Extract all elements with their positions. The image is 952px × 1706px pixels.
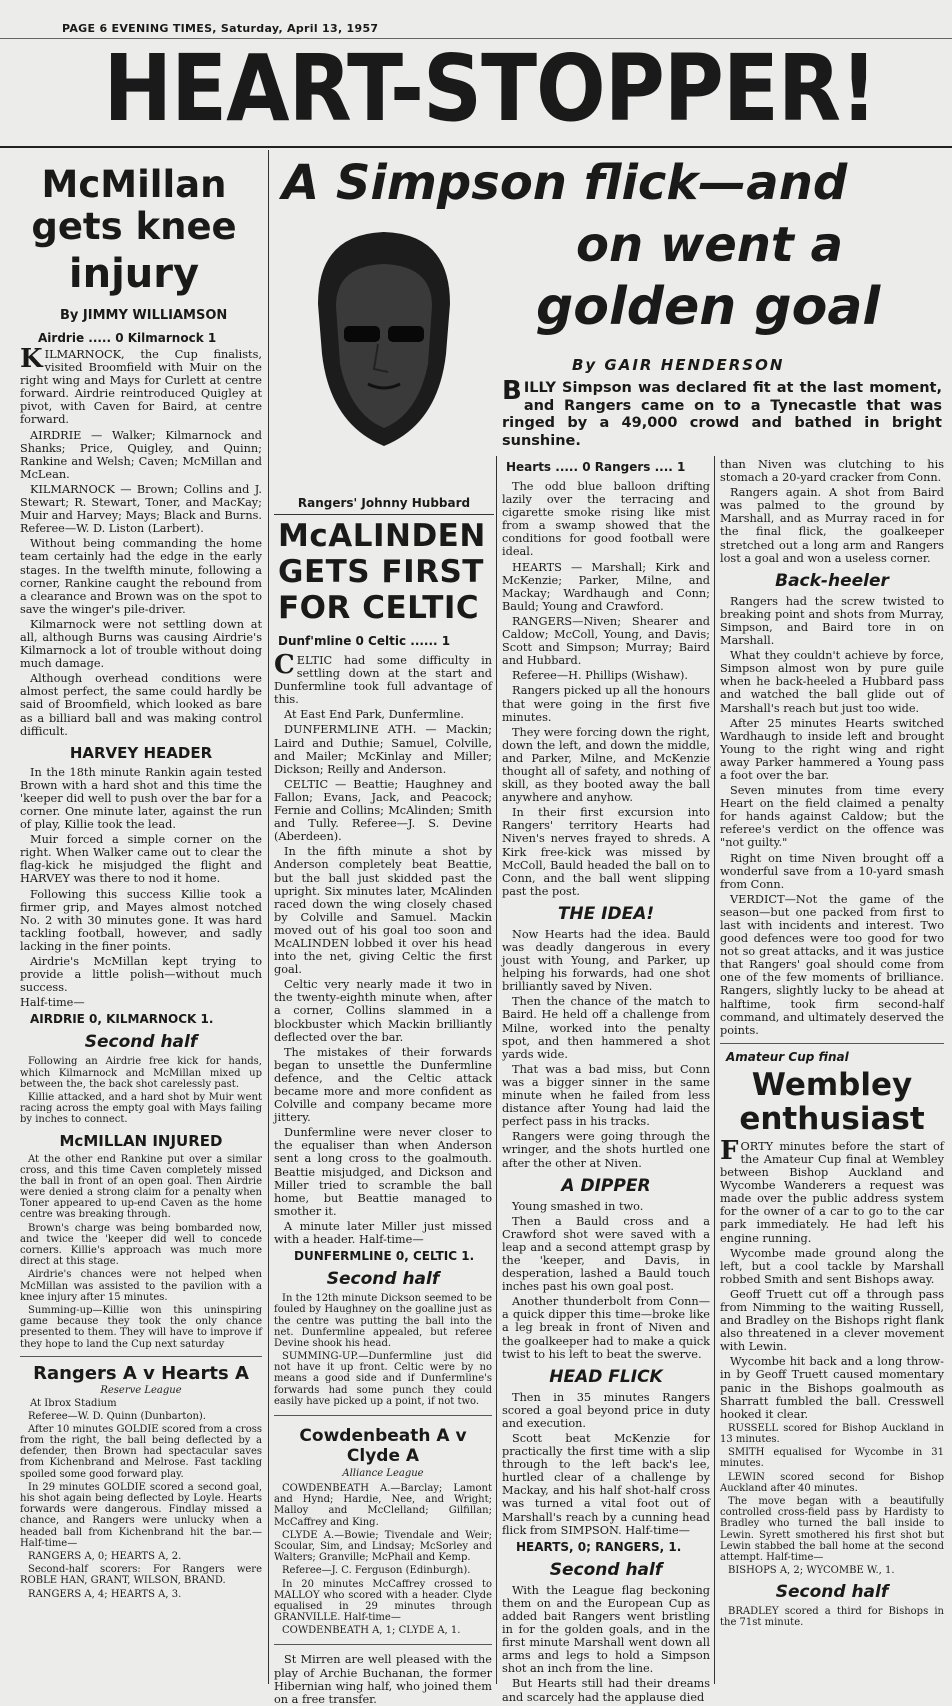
article-paragraph: Referee—H. Phillips (Wishaw). (512, 669, 689, 683)
article-paragraph: Geoff Truett cut off a through pass from Nimming to the waiting Russell, and Bradley on the Bishops right flank also threatened in a clever movement with Lewin. (720, 1287, 944, 1354)
hearts-lead-paragraph: BILLY Simpson was declared fit at the last moment, and Rangers came on to a Tynecastle that was ringed by a 49,000 crowd and bathed in bright sunshine. (502, 376, 942, 450)
wembley-headline: Wembley enthusiast (739, 1066, 925, 1137)
subhead-celtic-second-half: Second half (326, 1269, 440, 1290)
st-mirren-note: St Mirren are well pleased with the play of Archie Buchanan, the former Hibernian wing half, who joined them on a free transfer. (274, 1653, 492, 1706)
subhead-back-heeler: Back-heeler (775, 570, 889, 591)
subhead-harvey-header: HARVEY HEADER (69, 743, 213, 762)
column-four (720, 458, 944, 1680)
article-paragraph: COWDENBEATH A, 1; CLYDE A, 1. (282, 1625, 461, 1637)
article-paragraph: In 20 minutes McCaffrey crossed to MALLOY who scored with a header. Clyde equalised in 29 minutes through GRANVILLE. Half-time— (274, 1578, 492, 1624)
article-paragraph: In the 12th minute Dickson seemed to be fouled by Haughney on the goalline just as the centre was putting the ball into the net. Dunfermline appealed, but referee Devine shook his head. (274, 1293, 492, 1349)
article-paragraph: Another thunderbolt from Conn—a quick dipper this time—broke like a leg break in front of Niven and the goalkeeper had to make a quick twist to his left to beat the swerve. (502, 1295, 710, 1361)
simpson-headline: A Simpson flick—and on went a golden goal (282, 155, 881, 337)
article-paragraph: Wycombe made ground along the left, but a cool tackle by Marshall robbed Smith and sent Bishops away. (720, 1246, 944, 1286)
article-paragraph: RUSSELL scored for Bishop Auckland in 13 minutes. (720, 1422, 944, 1445)
half-time-score: AIRDRIE 0, KILMARNOCK 1. (30, 1012, 214, 1027)
article-paragraph: SUMMING-UP.—Dunfermline just did not have it up front. Celtic were by no means a good side and if Dunfermline's forwards had some punch they could easily have picked up a point, if not two. (274, 1351, 492, 1407)
article-paragraph: RANGERS—Niven; Shearer and Caldow; McColl, Young, and Davis; Scott and Simpson; Murray; Baird and Hubbard. (502, 614, 710, 668)
article-paragraph: Muir forced a simple corner on the right. When Walker came out to clear the flag-kick he misjudged the flight and HARVEY was there to nod it home. (20, 833, 262, 886)
reserve-league: Reserve League (100, 1384, 182, 1396)
article-paragraph: than Niven was clutching to his stomach a 20-yard cracker from Conn. (720, 458, 944, 485)
amateur-cup-kicker: Amateur Cup final (726, 1049, 849, 1064)
article-paragraph: Young smashed in two. (512, 1199, 644, 1213)
article-paragraph: They were forcing down the right, down the left, and down the middle, and Parker, Milne, and McKenzie thought all of safety, and nothing of skill, as they booted away the ball anywhere and anyhow. (502, 725, 710, 805)
reserve-headline: Rangers A v Hearts A (33, 1362, 249, 1384)
article-paragraph: AIRDRIE — Walker; Kilmarnock and Shanks; Price, Quigley, and Quinn; Rankine and Welsh; Caven; McMillan and McLean. (20, 428, 262, 481)
left-body (6, 344, 262, 1600)
article-paragraph: Then in 35 minutes Rangers scored a goal beyond price in duty and execution. (502, 1390, 710, 1430)
article-paragraph: CLYDE A.—Bowie; Tivendale and Weir; Scoular, Sim, and Lindsay; McSorley and Walters; Granville; McPhail and Kemp. (274, 1529, 492, 1564)
celtic-score: Dunf'mline 0 Celtic ...... 1 (278, 634, 451, 648)
article-paragraph: After 10 minutes GOLDIE scored from a cross from the right, the ball being deflected by a defender, then Brown had spectacular saves from Kichenbrand and Melrose. Fast tackling spoiled some good forward play. (20, 1423, 262, 1480)
article-paragraph: RANGERS A, 0; HEARTS A, 2. (28, 1550, 182, 1562)
airdrie-score: Airdrie ..... 0 Kilmarnock 1 (38, 331, 217, 345)
article-paragraph: VERDICT—Not the game of the season—but one packed from first to last with incidents and interest. Two good defences were too good for two not so great attacks, and it was justice that Rangers' goal should come from one of the few moments of brilliance. Rangers, slightly lucky to be ahead at halftime, took firm second-half command, and ultimately deserved the points. (720, 892, 944, 1037)
article-paragraph: Second-half scorers: For Rangers were ROBLE HAN, GRANT, WILSON, BRAND. (20, 1564, 262, 1587)
hearts-rangers-column (502, 458, 710, 1704)
article-paragraph: FORTY minutes before the start of the Amateur Cup final at Wembley between Bishop Auckland and Wycombe Wanderers a request was made over the public address system for the owner of a car to go to the car park immediately. He had left his engine running. (720, 1135, 944, 1245)
subhead-hearts-second-half: Second half (549, 1559, 663, 1580)
article-paragraph: Without being commanding the home team certainly had the edge in the early stages. In the twelfth minute, following a corner, Rankine caught the rebound from a clearance and Brown was on the spot to save the winger's pile-driver. (20, 537, 262, 616)
article-paragraph: After 25 minutes Hearts switched Wardhaugh to inside left and brought Young to the right wing and right away Parker hammered a Young pass a foot over the bar. (720, 716, 944, 782)
article-paragraph: At East End Park, Dunfermline. (284, 708, 464, 722)
subhead-mcmillan-injured: McMILLAN INJURED (59, 1131, 223, 1150)
article-paragraph: At the other end Rankine put over a similar cross, and this time Caven completely missed the ball in front of an open goal. Then Airdrie were denied a strong claim for a penalty when Toner appeared to up-end Caven as the home centre was breaking through. (20, 1153, 262, 1221)
article-paragraph: The mistakes of their forwards began to unsettle the Dunfermline defence, and the Celtic attack became more and more confident as Colville and company became more jittery. (274, 1045, 492, 1125)
article-paragraph: A minute later Miller just missed with a header. Half-time— (274, 1219, 492, 1247)
article-paragraph: In the fifth minute a shot by Anderson completely beat Beattie, but the ball just skidded past the upright. Six minutes later, McAlinden raced down the wing closely chased by Colville and Samuel. Mackin moved out of his goal too soon and McALINDEN lobbed it over his head into the net, giving Celtic the first goal. (274, 845, 492, 977)
subhead-second-half: Second half (84, 1032, 198, 1053)
cowdenbeath-headline: Cowdenbeath A v Clyde A (299, 1426, 467, 1466)
article-paragraph: CELTIC — Beattie; Haughney and Fallon; Evans, Jack, and Peacock; Fernie and Collins; McAlinden; Smith and Tully. Referee—J. S. Devine (Aberdeen). (274, 777, 492, 844)
article-paragraph: Referee—J. C. Ferguson (Edinburgh). (282, 1565, 471, 1577)
article-paragraph: Following this success Killie took a firmer grip, and Mayes almost notched No. 2 with 30 minutes gone. It was hard tackling football, however, and sadly lacking in the finer points. (20, 887, 262, 953)
celtic-half-time: DUNFERMLINE 0, CELTIC 1. (294, 1249, 475, 1264)
article-paragraph: In their first excursion into Rangers' territory Hearts had Niven's nerves frayed to shreds. A Kirk free-kick was missed by McColl, Bauld headed the ball on to Conn, and the ball went slipping past the post. (502, 806, 710, 898)
article-paragraph: Celtic very nearly made it two in the twenty-eighth minute when, after a corner, Collins slammed in a blockbuster which Mackin brilliantly deflected over the bar. (274, 978, 492, 1044)
subhead-the-idea: THE IDEA! (557, 903, 655, 924)
hearts-score: Hearts ..... 0 Rangers .... 1 (506, 460, 686, 474)
mcmillan-headline: McMillan gets knee injury (31, 163, 237, 297)
article-paragraph: SMITH equalised for Wycombe in 31 minutes. (720, 1447, 944, 1470)
article-paragraph: Brown's charge was being bombarded now, and twice the 'keeper did well to concede corners. Killie's approach was much more direct at this stage. (20, 1222, 262, 1268)
subhead-a-dipper: A DIPPER (561, 1175, 651, 1196)
article-paragraph: Now Hearts had the idea. Bauld was deadly dangerous in every joust with Young, and Parker, up helping his forwards, had one shot brilliantly saved by Niven. (502, 927, 710, 994)
article-paragraph: Killie attacked, and a hard shot by Muir went racing across the empty goal with Mays failing by inches to connect. (20, 1091, 262, 1126)
hubbard-photo (278, 214, 490, 490)
article-paragraph: Summing-up—Killie won this uninspiring game because they took the only chance presented to them. They will have to improve if they hope to land the Cup next saturday (20, 1304, 262, 1350)
article-paragraph: Following an Airdrie free kick for hands, which Kilmarnock and McMillan mixed up between the, the back shot carelessly past. (20, 1056, 262, 1090)
article-paragraph: Dunfermline were never closer to the equaliser than when Anderson sent a long cross to the goalmouth. Beattie misjudged, and Dickson and Miller tried to scramble the ball home, but Beattie managed to smother it. (274, 1126, 492, 1218)
article-paragraph: Then a Bauld cross and a Crawford shot were saved with a leap and a second attempt grasp by the 'keeper, and Davis, in desperation, lashed a Bauld touch inches past his own goal post. (502, 1214, 710, 1294)
left-byline: By JIMMY WILLIAMSON (60, 308, 228, 323)
article-paragraph: Rangers again. A shot from Baird was palmed to the ground by Marshall, and as Murray raced in for the final flick, the goalkeeper stretched out a long arm and Rangers lost a goal and won a useless corner. (720, 486, 944, 565)
article-paragraph: HEARTS — Marshall; Kirk and McKenzie; Parker, Milne, and Mackay; Wardhaugh and Conn; Bauld; Young and Crawford. (502, 560, 710, 613)
article-paragraph: Rangers picked up all the honours that were going in the first five minutes. (502, 684, 710, 724)
article-paragraph: Referee—W. D. Quinn (Dunbarton). (28, 1410, 206, 1422)
celtic-column (274, 518, 492, 1706)
article-paragraph: That was a bad miss, but Conn was a bigger sinner in the same minute when he failed from less distance after Young had laid the perfect pass in his tracks. (502, 1062, 710, 1129)
article-paragraph: LEWIN scored second for Bishop Auckland after 40 minutes. (720, 1471, 944, 1494)
article-paragraph: RANGERS A, 4; HEARTS A, 3. (28, 1588, 182, 1600)
article-paragraph: CELTIC had some difficulty in settling down at the start and Dunfermline took full advantage of this. (274, 650, 492, 707)
article-paragraph: The move began with a beautifully controlled cross-field pass by Hardisty to Bradley who turned the ball inside to Lewin. Syrett smothered his first shot but Lewin stabbed the ball home at the second attempt. Half-time— (720, 1495, 944, 1563)
subhead-head-flick: HEAD FLICK (549, 1366, 663, 1387)
article-paragraph: Airdrie's chances were not helped when McMillan was assisted to the pavilion with a knee injury after 15 minutes. (20, 1269, 262, 1303)
article-paragraph: DUNFERMLINE ATH. — Mackin; Laird and Duthie; Samuel, Colville, and Mailer; McKinlay and Miller; Dickson; Reilly and Anderson. (274, 723, 492, 776)
article-paragraph: What they couldn't achieve by force, Simpson almost won by pure guile when he back-heeled a Hubbard pass and watched the ball glide out of Marshall's reach but just too wide. (720, 649, 944, 715)
article-paragraph: Scott beat McKenzie for practically the first time with a slip through to the left back's lee, hurtled clear of a challenge by Mackay, and his half shot-half cross was turned a vital foot out of Marshall's reach by a cunning head flick from SIMPSON. Half-time— (502, 1432, 710, 1537)
half-time-label: Half-time— (20, 996, 85, 1010)
subhead-wembley-second-half: Second half (775, 1582, 889, 1603)
article-paragraph: COWDENBEATH A.—Barclay; Lamont and Hynd; Hardie, Nee, and Wright; Malloy and McClelland; Gilfillan; McCaffrey and King. (274, 1483, 492, 1528)
hearts-half-time: HEARTS, 0; RANGERS, 1. (516, 1539, 682, 1554)
article-paragraph: The odd blue balloon drifting lazily over the terracing and cigarette smoke rising like mist from a swamp showed that the conditions for good football were ideal. (502, 480, 710, 559)
article-paragraph: Right on time Niven brought off a wonderful save from a 10-yard smash from Conn. (720, 851, 944, 891)
article-paragraph: Although overhead conditions were almost perfect, the same could hardly be said of Broomfield, which looked as bare as a billiard ball and was making control difficult. (20, 672, 262, 738)
article-paragraph: BRADLEY scored a third for Bishops in the 71st minute. (720, 1606, 944, 1629)
article-paragraph: Wycombe hit back and a long throw-in by Geoff Truett caused momentary panic in the Bishops goalmouth as Sharratt fumbled the ball. Cresswell hooked it clear. (720, 1355, 944, 1421)
folio: PAGE 6 EVENING TIMES, Saturday, April 13, 1957 (62, 22, 379, 35)
article-paragraph: Rangers had the screw twisted to breaking point and shots from Murray, Simpson, and Baird tore in on Marshall. (720, 594, 944, 648)
article-paragraph: Rangers were going through the wringer, and the shots hurtled one after the other at Niven. (502, 1130, 710, 1170)
gair-byline: By GAIR HENDERSON (572, 356, 785, 374)
banner-headline: HEART-STOPPER! (103, 36, 877, 143)
article-paragraph: Seven minutes from time every Heart on the field claimed a penalty for hands against Caldow; but the referee's verdict on the offence was "not guilty." (720, 784, 944, 850)
article-paragraph: In the 18th minute Rankin again tested Brown with a hard shot and this time the 'keeper did well to push over the bar for a corner. One minute later, against the run of play, Killie took the lead. (20, 765, 262, 832)
photo-caption: Rangers' Johnny Hubbard (297, 496, 471, 510)
article-paragraph: KILMARNOCK, the Cup finalists, visited Broomfield with Muir on the right wing and Mays for Curlett at centre forward. Airdrie reintroduced Quigley at pivot, with Caven for Baird, at centre forward. (20, 344, 262, 427)
article-paragraph: BISHOPS A, 2; WYCOMBE W., 1. (728, 1565, 895, 1577)
article-paragraph: Airdrie's McMillan kept trying to provide a little polish—without much success. (20, 955, 262, 995)
cowdenbeath-league: Alliance League (342, 1468, 424, 1479)
article-paragraph: In 29 minutes GOLDIE scored a second goal, his shot again being deflected by Loyle. Hearts forwards were dangerous. Findlay missed a chance, and Rangers were unlucky when a headed ball from Kichenbrand hit the bar.—Half-time— (20, 1481, 262, 1549)
celtic-headline: McALINDEN GETS FIRST FOR CELTIC (278, 518, 486, 626)
reserve-venue: At Ibrox Stadium (30, 1397, 117, 1409)
article-paragraph: But Hearts still had their dreams and scarcely had the applause died (502, 1677, 710, 1704)
article-paragraph: With the League flag beckoning them on and the European Cup as added bait Rangers went bristling in for the golden goals, and in the first minute Marshall went down all arms and legs to hold a Simpson shot an inch from the line. (502, 1583, 710, 1676)
article-paragraph: KILMARNOCK — Brown; Collins and J. Stewart; R. Stewart, Toner, and MacKay; Muir and Harvey; Mays; Black and Burns. Referee—W. D. Liston (Larbert). (20, 482, 262, 536)
article-paragraph: Kilmarnock were not settling down at all, although Burns was causing Airdrie's Kilmarnock a lot of trouble without doing much damage. (20, 617, 262, 671)
left-column (6, 152, 262, 1680)
article-paragraph: Then the chance of the match to Baird. He held off a challenge from Milne, worked into the penalty spot, and then hammered a shot yards wide. (502, 995, 710, 1061)
